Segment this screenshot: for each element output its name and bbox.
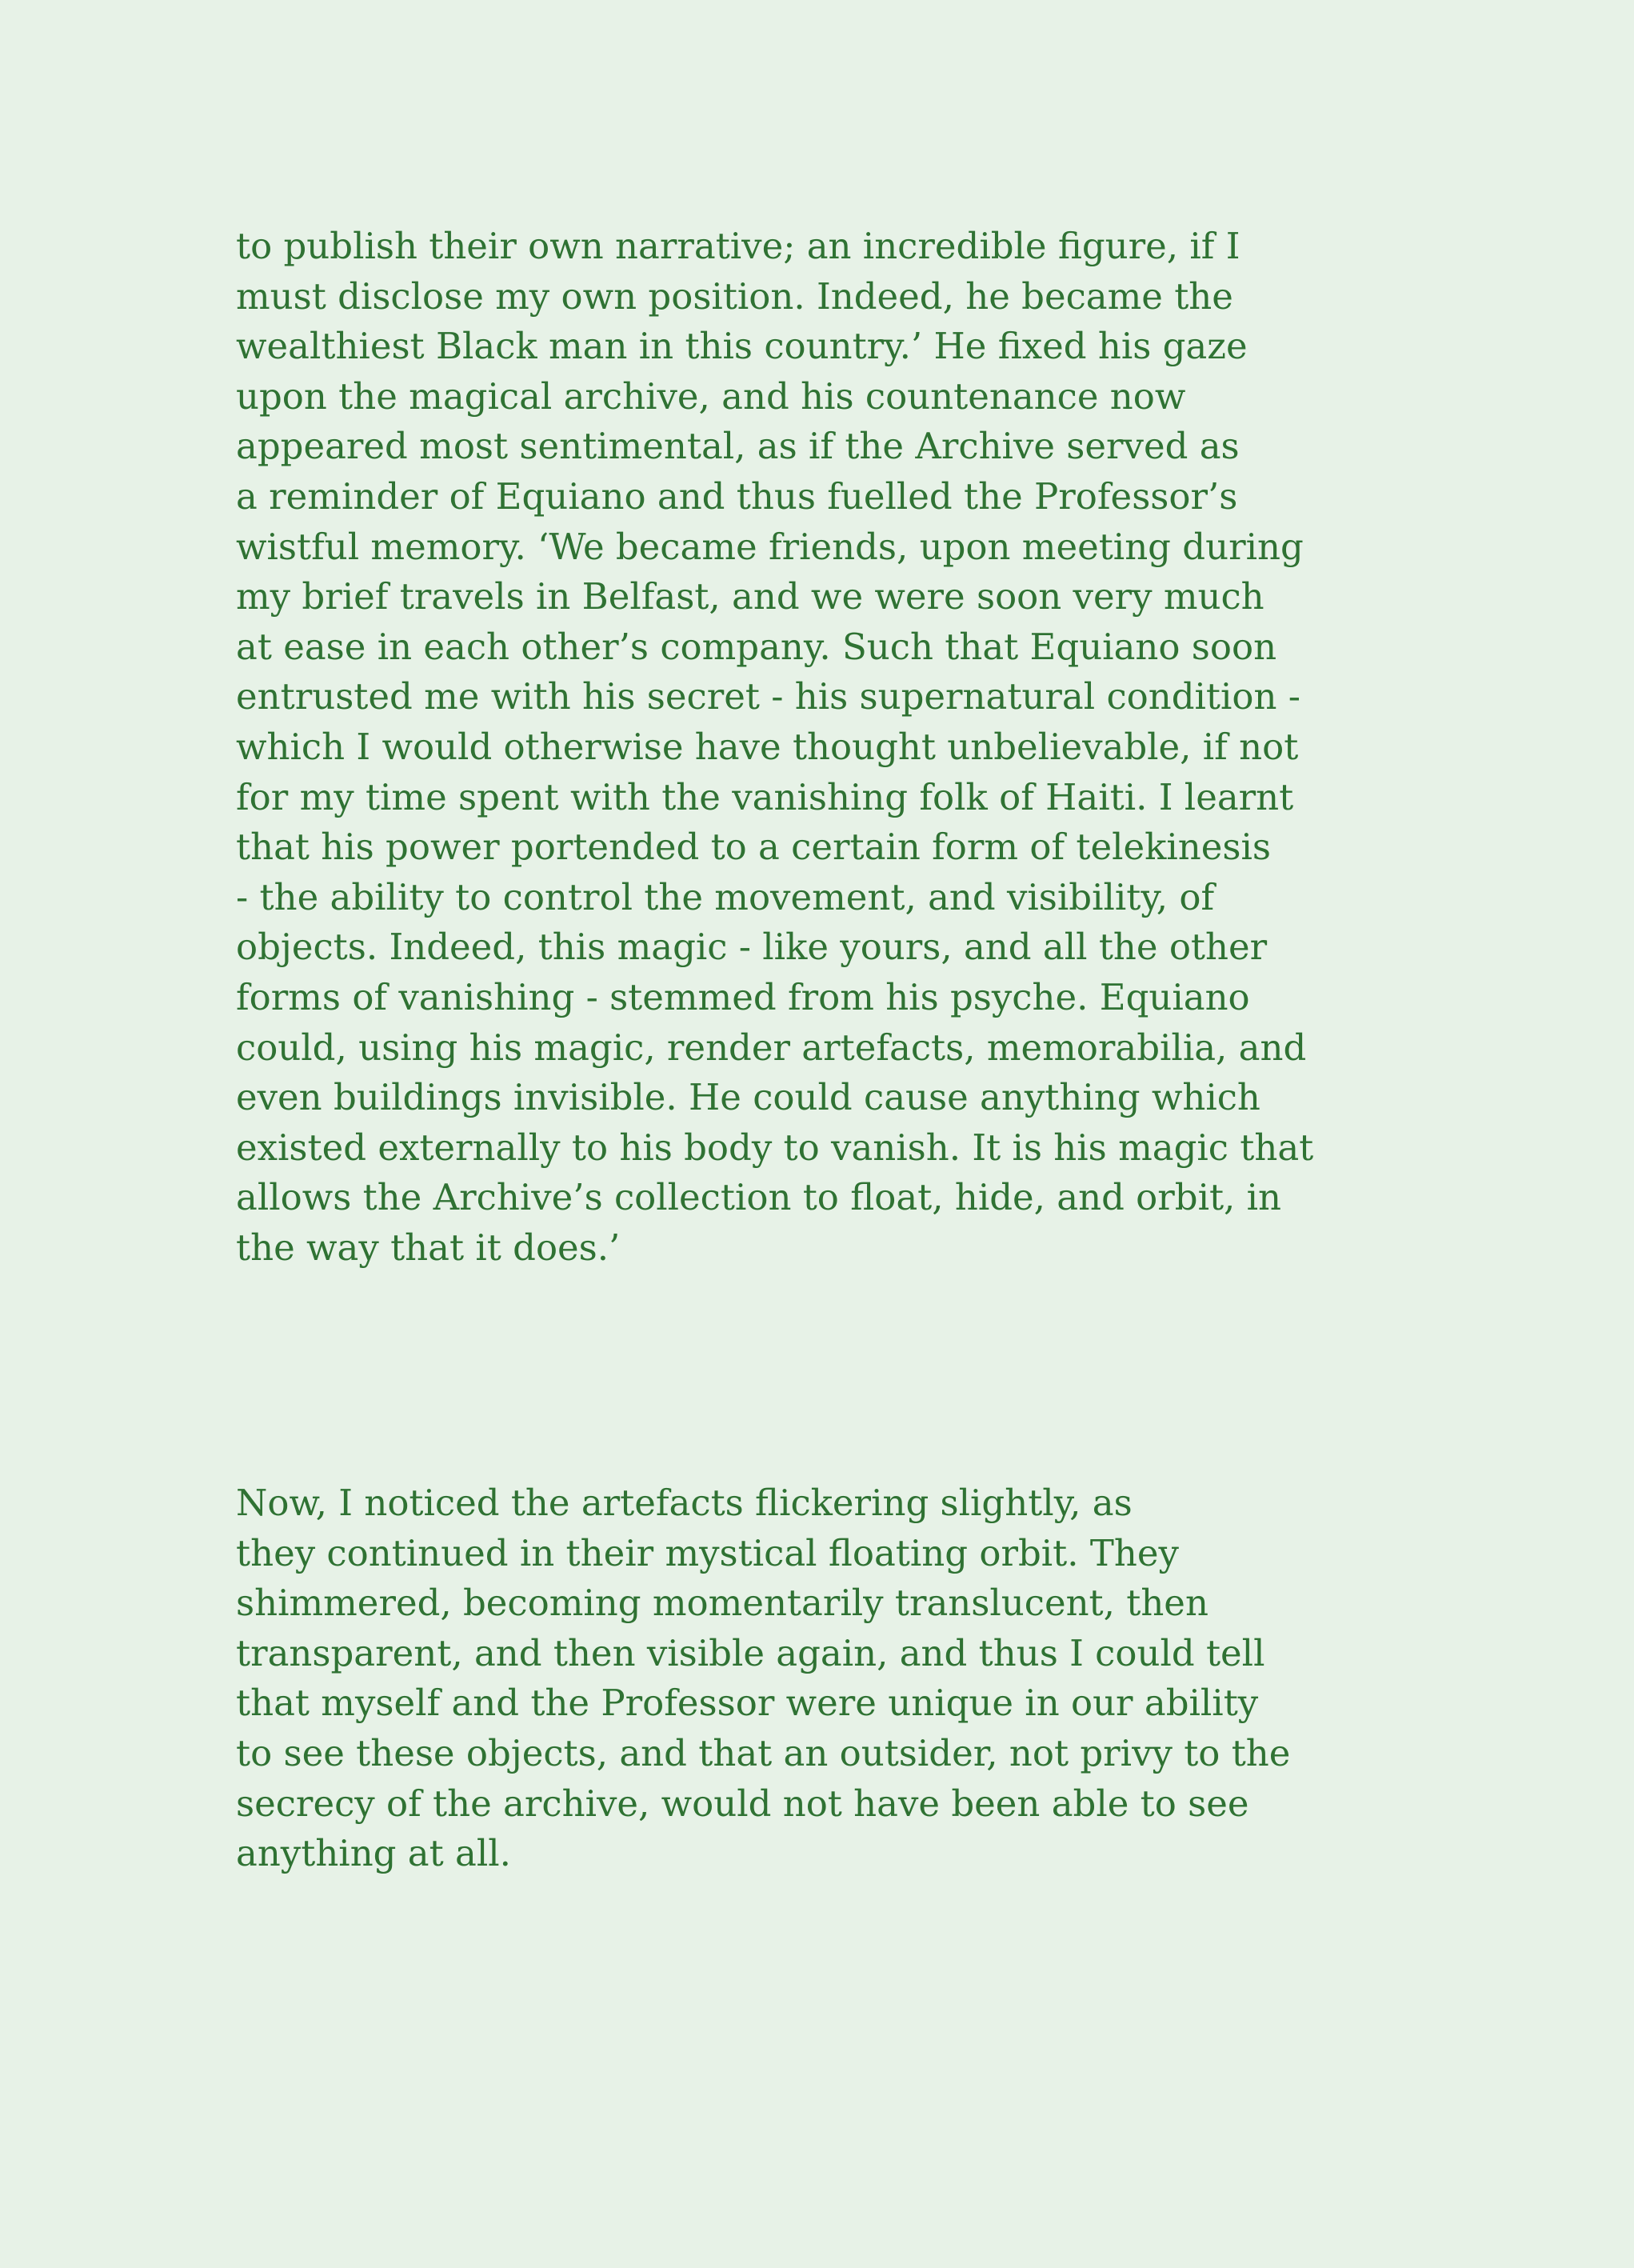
text-line: the way that it does.’ (236, 1226, 621, 1269)
text-line: forms of vanishing - stemmed from his psyche. Equiano (236, 975, 1250, 1018)
text-line: existed externally to his body to vanish. It is his magic that (236, 1126, 1314, 1169)
text-line: at ease in each other’s company. Such that Equiano soon (236, 625, 1277, 668)
text-line: Now, I noticed the artefacts flickering slightly, as (236, 1482, 1133, 1524)
text-line: which I would otherwise have thought unbelievable, if not (236, 725, 1299, 768)
text-line: appeared most sentimental, as if the Archive served as (236, 425, 1240, 468)
text-line: objects. Indeed, this magic - like yours, and all the other (236, 926, 1268, 969)
text-line: that his power portended to a certain form of telekinesis (236, 826, 1271, 869)
text-line: a reminder of Equiano and thus fuelled the Professor’s (236, 474, 1238, 518)
text-line: entrusted me with his secret - his supernatural condition - (236, 675, 1300, 718)
text-line: that myself and the Professor were unique in our ability (236, 1682, 1259, 1725)
text-line: secrecy of the archive, would not have been able to see (236, 1782, 1249, 1825)
paragraph-2 (236, 1478, 1436, 1879)
text-line: allows the Archive’s collection to float, hide, and orbit, in (236, 1176, 1282, 1219)
paragraph-1 (236, 222, 1436, 1273)
text-line: could, using his magic, render artefacts, memorabilia, and (236, 1026, 1307, 1069)
text-line: - the ability to control the movement, and visibility, of (236, 875, 1215, 918)
text-line: upon the magical archive, and his countenance now (236, 374, 1186, 418)
text-line: they continued in their mystical floating orbit. They (236, 1531, 1179, 1574)
text-line: must disclose my own position. Indeed, he became the (236, 274, 1233, 318)
text-line: for my time spent with the vanishing folk of Haiti. I learnt (236, 775, 1294, 818)
text-line: even buildings invisible. He could cause anything which (236, 1076, 1260, 1119)
text-line: anything at all. (236, 1832, 511, 1875)
text-line: to see these objects, and that an outsider, not privy to the (236, 1731, 1291, 1774)
text-line: shimmered, becoming momentarily translucent, then (236, 1582, 1209, 1625)
text-line: transparent, and then visible again, and thus I could tell (236, 1631, 1265, 1674)
text-line: my brief travels in Belfast, and we were soon very much (236, 575, 1264, 618)
text-line: to publish their own narrative; an incredible figure, if I (236, 225, 1240, 267)
text-line: wistful memory. ‘We became friends, upon meeting during (236, 525, 1304, 568)
text-line: wealthiest Black man in this country.’ He fixed his gaze (236, 325, 1248, 368)
